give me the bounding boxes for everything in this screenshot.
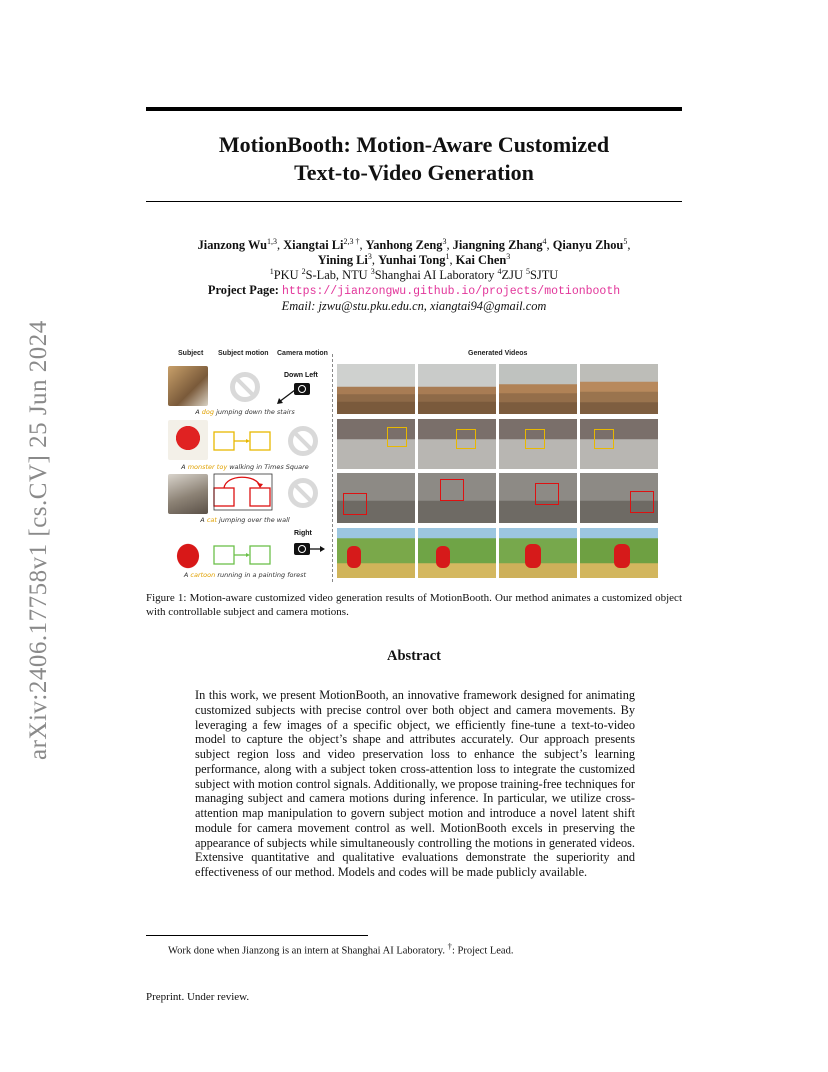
abstract-body: In this work, we present MotionBooth, an innovative framework designed for animating customized subjects with precise control over both object and camera movements. By leveraging a few images of a specific object, we efficiently fine-tune a text-to-video model to capture the object’s shape and attributes accurately. Our approach presents subject region loss and video preservation loss to enhance the subject’s learning performance, along with a subject token cross-attention loss to integrate the customized subject with motion control signals. Additionally, we propose training-free techniques for managing subject and camera motions during inference. In particular, we utilize cross-attention map manipulation to govern subject motion and introduce a novel latent shift module for camera movement control as well. MotionBooth excels in preserving the appearance of subjects while simultaneously controlling the motions in generated videos. Extensive quantitative and qualitative evaluations demonstrate the superiority and effectiveness of our method. Models and codes will be made publicly available. <box>195 688 635 879</box>
video-frame <box>580 528 658 578</box>
title-line-1: MotionBooth: Motion-Aware Customized <box>218 132 610 157</box>
video-frame <box>499 419 577 469</box>
aff-text: PKU <box>273 268 302 282</box>
camera-label: Right <box>294 530 312 537</box>
author-name: Kai Chen <box>455 253 507 267</box>
author-sup: 2,3 † <box>343 236 360 246</box>
caption-pre: A <box>200 516 207 524</box>
header-subject-motion: Subject motion <box>218 350 269 357</box>
author-sup: 4 <box>542 236 547 246</box>
video-frame <box>580 364 658 414</box>
project-page <box>146 283 682 299</box>
video-frame <box>499 364 577 414</box>
caption-post: running in a painting forest <box>215 571 307 579</box>
footnote <box>168 941 688 957</box>
header-generated-videos: Generated Videos <box>468 350 528 357</box>
caption-post: jumping over the wall <box>216 516 290 524</box>
aff-text: SJTU <box>529 268 559 282</box>
caption-pre: A <box>181 463 188 471</box>
author-name: Jiangning Zhang <box>452 238 543 252</box>
video-frame <box>337 528 415 578</box>
row-caption <box>160 408 330 416</box>
author-sup: 3 <box>367 251 372 261</box>
caption-keyword: monster toy <box>187 463 228 471</box>
video-frame <box>580 419 658 469</box>
footnote-rule <box>146 935 368 936</box>
aff-sup: 2 <box>301 266 306 276</box>
row-caption <box>160 463 330 471</box>
subject-thumb-cartoon <box>168 534 208 574</box>
arxiv-stamp: arXiv:2406.17758v1 [cs.CV] 25 Jun 2024 <box>25 320 52 760</box>
no-motion-icon <box>288 478 318 508</box>
caption-keyword: cat <box>206 516 217 524</box>
video-frame <box>418 473 496 523</box>
subject-thumb-monster-toy <box>168 420 208 460</box>
caption-pre: A <box>183 571 191 579</box>
video-frame <box>580 473 658 523</box>
subject-thumb-dog <box>168 366 208 406</box>
video-frame <box>418 419 496 469</box>
down-left-arrow-icon <box>275 388 297 406</box>
aff-sup: 5 <box>525 266 530 276</box>
figure-caption <box>146 592 682 619</box>
author-name: Xiangtai Li <box>283 238 344 252</box>
project-page-label: Project Page: <box>207 283 279 297</box>
paper-title <box>146 131 682 187</box>
aff-sup: 4 <box>497 266 502 276</box>
video-frame <box>418 528 496 578</box>
author-name: Jianzong Wu <box>197 238 267 252</box>
row-caption <box>160 516 330 524</box>
video-frame <box>418 364 496 414</box>
authors-block <box>146 238 682 314</box>
video-frame <box>499 528 577 578</box>
aff-sup: 3 <box>370 266 375 276</box>
subject-motion-box <box>212 422 274 462</box>
row-caption <box>160 571 330 579</box>
aff-sup: 1 <box>269 266 274 276</box>
affiliations <box>146 268 682 283</box>
caption-post: walking in Times Square <box>227 463 309 471</box>
project-page-link[interactable]: https://jianzongwu.github.io/projects/motionbooth <box>281 285 621 298</box>
author-sup: 3 <box>442 236 447 246</box>
no-motion-icon <box>288 426 318 456</box>
figure-caption-text: Motion-aware customized video generation results of MotionBooth. Our method animates a customized object with controllable subject and camera motions. <box>146 592 682 618</box>
email-line: Email: jzwu@stu.pku.edu.cn, xiangtai94@gmail.com <box>281 299 547 313</box>
caption-post: jumping down the stairs <box>214 408 295 416</box>
title-line-2: Text-to-Video Generation <box>294 160 534 185</box>
video-frame <box>499 473 577 523</box>
author-sup: 1,3 <box>267 236 277 246</box>
author-sup: 3 <box>506 251 511 261</box>
figure-1 <box>160 350 670 585</box>
abstract-heading: Abstract <box>387 648 441 664</box>
author-name: Yanhong Zeng <box>365 238 443 252</box>
authors-line-2: Yining Li$^3$, Yunhai Tong$^1$, Kai Chen$^3$ <box>317 251 511 267</box>
preprint-note: Preprint. Under review. <box>146 991 250 1003</box>
figure-caption-label: Figure 1: <box>146 592 187 604</box>
header-subject: Subject <box>178 350 204 357</box>
video-frame <box>337 473 415 523</box>
author-sup: 1 <box>445 251 450 261</box>
footnote-sup: † <box>447 941 452 951</box>
header-camera-motion: Camera motion <box>277 350 328 357</box>
subject-motion-box <box>212 536 274 576</box>
camera-label: Down Left <box>284 372 318 379</box>
video-frame <box>337 419 415 469</box>
video-frame <box>337 364 415 414</box>
caption-pre: A <box>195 408 202 416</box>
footnote-post: : Project Lead. <box>451 945 514 957</box>
subject-motion-box <box>212 472 274 512</box>
aff-text: Shanghai AI Laboratory <box>374 268 498 282</box>
author-name: Qianyu Zhou <box>552 238 624 252</box>
right-arrow-icon <box>310 544 326 554</box>
camera-icon <box>294 543 310 555</box>
aff-text: S-Lab, NTU <box>305 268 371 282</box>
author-sup: 5 <box>623 236 628 246</box>
footnote-pre: Work done when Jianzong is an intern at Shanghai AI Laboratory. <box>168 945 448 957</box>
no-motion-icon <box>230 372 260 402</box>
title-bottom-rule <box>146 201 682 202</box>
caption-keyword: dog <box>201 408 215 416</box>
author-name: Yining Li <box>317 253 368 267</box>
authors-line-1: Jianzong Wu$^{1,3}$, Xiangtai $Li^{2,3 \dagger}$, Yanhong Zeng$^3$, Jiangning Zhang$^4$, Qianyu Zhou$^5$, <box>197 236 631 252</box>
caption-keyword: cartoon <box>190 571 216 579</box>
title-top-rule <box>146 107 682 111</box>
author-name: Yunhai Tong <box>378 253 446 267</box>
aff-text: ZJU <box>501 268 526 282</box>
figure-divider <box>332 354 333 582</box>
subject-thumb-cat <box>168 474 208 514</box>
